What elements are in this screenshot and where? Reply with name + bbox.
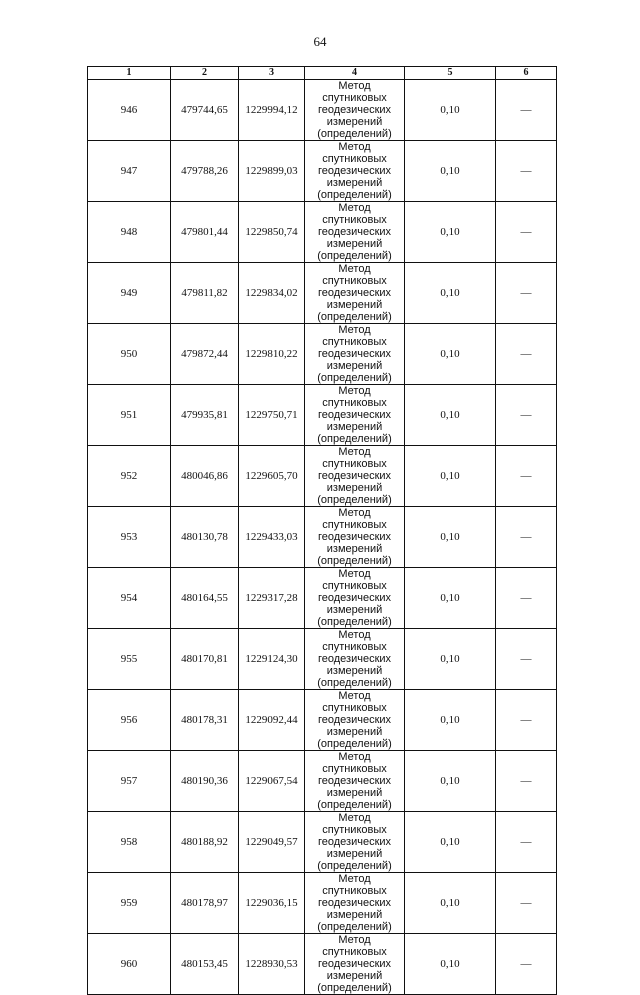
note-cell: — bbox=[496, 812, 557, 873]
column-header: 3 bbox=[239, 67, 305, 80]
method-line: Метод спутниковых bbox=[322, 751, 387, 775]
accuracy-cell: 0,10 bbox=[405, 446, 496, 507]
note-cell: — bbox=[496, 751, 557, 812]
note-cell: — bbox=[496, 568, 557, 629]
coordinates-table bbox=[87, 66, 557, 995]
note-cell: — bbox=[496, 263, 557, 324]
note-cell: — bbox=[496, 507, 557, 568]
method-line: геодезических bbox=[317, 897, 392, 909]
x-coordinate-cell: 479872,44 bbox=[171, 324, 239, 385]
table-row bbox=[88, 629, 557, 690]
method-cell bbox=[305, 629, 405, 690]
method-line: Метод спутниковых bbox=[322, 873, 387, 897]
method-cell bbox=[305, 568, 405, 629]
table-header-row bbox=[88, 67, 557, 80]
x-coordinate-cell: 479788,26 bbox=[171, 141, 239, 202]
table-row bbox=[88, 751, 557, 812]
method-line: геодезических bbox=[317, 226, 392, 238]
accuracy-cell: 0,10 bbox=[405, 324, 496, 385]
method-line: измерений bbox=[326, 238, 383, 250]
page-number: 64 bbox=[313, 34, 327, 49]
method-cell bbox=[305, 80, 405, 141]
point-number-cell: 953 bbox=[88, 507, 171, 568]
accuracy-cell: 0,10 bbox=[405, 873, 496, 934]
method-cell bbox=[305, 324, 405, 385]
method-line: геодезических bbox=[317, 836, 392, 848]
accuracy-cell: 0,10 bbox=[405, 751, 496, 812]
y-coordinate-cell: 1229317,28 bbox=[239, 568, 305, 629]
y-coordinate-cell: 1229834,02 bbox=[239, 263, 305, 324]
accuracy-cell: 0,10 bbox=[405, 141, 496, 202]
column-header: 6 bbox=[496, 67, 557, 80]
table-row bbox=[88, 141, 557, 202]
method-line: (определений) bbox=[317, 311, 392, 323]
table-body bbox=[88, 80, 557, 995]
y-coordinate-cell: 1229049,57 bbox=[239, 812, 305, 873]
method-line: Метод спутниковых bbox=[322, 202, 387, 226]
note-cell: — bbox=[496, 446, 557, 507]
method-line: Метод спутниковых bbox=[322, 812, 387, 836]
x-coordinate-cell: 480190,36 bbox=[171, 751, 239, 812]
method-cell bbox=[305, 263, 405, 324]
method-line: геодезических bbox=[317, 409, 392, 421]
method-line: измерений bbox=[326, 604, 383, 616]
table-row bbox=[88, 263, 557, 324]
method-line: (определений) bbox=[317, 494, 392, 506]
note-cell: — bbox=[496, 141, 557, 202]
y-coordinate-cell: 1229810,22 bbox=[239, 324, 305, 385]
method-line: (определений) bbox=[317, 982, 392, 994]
point-number-cell: 949 bbox=[88, 263, 171, 324]
method-line: геодезических bbox=[317, 348, 392, 360]
table-row bbox=[88, 446, 557, 507]
point-number-cell: 956 bbox=[88, 690, 171, 751]
accuracy-cell: 0,10 bbox=[405, 385, 496, 446]
method-line: (определений) bbox=[317, 738, 392, 750]
x-coordinate-cell: 479801,44 bbox=[171, 202, 239, 263]
method-line: (определений) bbox=[317, 372, 392, 384]
method-line: (определений) bbox=[317, 616, 392, 628]
accuracy-cell: 0,10 bbox=[405, 690, 496, 751]
x-coordinate-cell: 480046,86 bbox=[171, 446, 239, 507]
method-line: измерений bbox=[326, 726, 383, 738]
point-number-cell: 950 bbox=[88, 324, 171, 385]
method-line: геодезических bbox=[317, 775, 392, 787]
y-coordinate-cell: 1229605,70 bbox=[239, 446, 305, 507]
method-line: геодезических bbox=[317, 653, 392, 665]
note-cell: — bbox=[496, 80, 557, 141]
y-coordinate-cell: 1229899,03 bbox=[239, 141, 305, 202]
point-number-cell: 958 bbox=[88, 812, 171, 873]
accuracy-cell: 0,10 bbox=[405, 629, 496, 690]
table-row bbox=[88, 80, 557, 141]
method-cell bbox=[305, 202, 405, 263]
x-coordinate-cell: 479811,82 bbox=[171, 263, 239, 324]
method-line: измерений bbox=[326, 116, 383, 128]
y-coordinate-cell: 1229092,44 bbox=[239, 690, 305, 751]
note-cell: — bbox=[496, 629, 557, 690]
note-cell: — bbox=[496, 690, 557, 751]
method-line: Метод спутниковых bbox=[322, 141, 387, 165]
method-line: геодезических bbox=[317, 531, 392, 543]
method-line: геодезических bbox=[317, 714, 392, 726]
method-line: (определений) bbox=[317, 189, 392, 201]
method-line: (определений) bbox=[317, 555, 392, 567]
note-cell: — bbox=[496, 873, 557, 934]
method-line: Метод спутниковых bbox=[322, 324, 387, 348]
y-coordinate-cell: 1229850,74 bbox=[239, 202, 305, 263]
method-cell bbox=[305, 446, 405, 507]
accuracy-cell: 0,10 bbox=[405, 507, 496, 568]
x-coordinate-cell: 480170,81 bbox=[171, 629, 239, 690]
accuracy-cell: 0,10 bbox=[405, 80, 496, 141]
y-coordinate-cell: 1229036,15 bbox=[239, 873, 305, 934]
method-cell bbox=[305, 690, 405, 751]
table-row bbox=[88, 324, 557, 385]
note-cell: — bbox=[496, 934, 557, 995]
method-line: Метод спутниковых bbox=[322, 446, 387, 470]
point-number-cell: 947 bbox=[88, 141, 171, 202]
accuracy-cell: 0,10 bbox=[405, 934, 496, 995]
method-line: Метод спутниковых bbox=[322, 263, 387, 287]
method-line: измерений bbox=[326, 299, 383, 311]
y-coordinate-cell: 1229750,71 bbox=[239, 385, 305, 446]
x-coordinate-cell: 479744,65 bbox=[171, 80, 239, 141]
method-cell bbox=[305, 873, 405, 934]
method-cell bbox=[305, 507, 405, 568]
method-line: измерений bbox=[326, 970, 383, 982]
point-number-cell: 957 bbox=[88, 751, 171, 812]
method-line: измерений bbox=[326, 360, 383, 372]
accuracy-cell: 0,10 bbox=[405, 202, 496, 263]
method-line: геодезических bbox=[317, 104, 392, 116]
point-number-cell: 952 bbox=[88, 446, 171, 507]
x-coordinate-cell: 480130,78 bbox=[171, 507, 239, 568]
x-coordinate-cell: 480178,97 bbox=[171, 873, 239, 934]
method-line: Метод спутниковых bbox=[322, 507, 387, 531]
table-row bbox=[88, 690, 557, 751]
table-row bbox=[88, 812, 557, 873]
y-coordinate-cell: 1229124,30 bbox=[239, 629, 305, 690]
method-line: Метод спутниковых bbox=[322, 690, 387, 714]
note-cell: — bbox=[496, 385, 557, 446]
method-line: (определений) bbox=[317, 860, 392, 872]
method-line: геодезических bbox=[317, 165, 392, 177]
method-cell bbox=[305, 141, 405, 202]
y-coordinate-cell: 1229433,03 bbox=[239, 507, 305, 568]
y-coordinate-cell: 1229994,12 bbox=[239, 80, 305, 141]
method-line: (определений) bbox=[317, 921, 392, 933]
method-line: измерений bbox=[326, 421, 383, 433]
point-number-cell: 946 bbox=[88, 80, 171, 141]
point-number-cell: 951 bbox=[88, 385, 171, 446]
table-row bbox=[88, 934, 557, 995]
method-line: геодезических bbox=[317, 958, 392, 970]
point-number-cell: 948 bbox=[88, 202, 171, 263]
method-line: (определений) bbox=[317, 128, 392, 140]
point-number-cell: 959 bbox=[88, 873, 171, 934]
method-cell bbox=[305, 751, 405, 812]
method-line: измерений bbox=[326, 177, 383, 189]
y-coordinate-cell: 1229067,54 bbox=[239, 751, 305, 812]
accuracy-cell: 0,10 bbox=[405, 568, 496, 629]
method-line: измерений bbox=[326, 787, 383, 799]
x-coordinate-cell: 480153,45 bbox=[171, 934, 239, 995]
note-cell: — bbox=[496, 202, 557, 263]
method-line: геодезических bbox=[317, 287, 392, 299]
method-line: (определений) bbox=[317, 433, 392, 445]
point-number-cell: 954 bbox=[88, 568, 171, 629]
method-line: Метод спутниковых bbox=[322, 629, 387, 653]
x-coordinate-cell: 480188,92 bbox=[171, 812, 239, 873]
method-line: измерений bbox=[326, 848, 383, 860]
column-header: 1 bbox=[88, 67, 171, 80]
y-coordinate-cell: 1228930,53 bbox=[239, 934, 305, 995]
method-cell bbox=[305, 812, 405, 873]
x-coordinate-cell: 480164,55 bbox=[171, 568, 239, 629]
method-line: Метод спутниковых bbox=[322, 934, 387, 958]
table-row bbox=[88, 202, 557, 263]
x-coordinate-cell: 479935,81 bbox=[171, 385, 239, 446]
table-row bbox=[88, 873, 557, 934]
method-line: (определений) bbox=[317, 250, 392, 262]
method-line: измерений bbox=[326, 665, 383, 677]
method-line: геодезических bbox=[317, 470, 392, 482]
method-line: измерений bbox=[326, 909, 383, 921]
point-number-cell: 955 bbox=[88, 629, 171, 690]
accuracy-cell: 0,10 bbox=[405, 263, 496, 324]
table-row bbox=[88, 568, 557, 629]
method-line: измерений bbox=[326, 543, 383, 555]
method-line: (определений) bbox=[317, 677, 392, 689]
column-header: 2 bbox=[171, 67, 239, 80]
table-row bbox=[88, 507, 557, 568]
method-cell bbox=[305, 385, 405, 446]
x-coordinate-cell: 480178,31 bbox=[171, 690, 239, 751]
method-line: Метод спутниковых bbox=[322, 568, 387, 592]
method-line: Метод спутниковых bbox=[322, 385, 387, 409]
column-header: 4 bbox=[305, 67, 405, 80]
method-line: (определений) bbox=[317, 799, 392, 811]
column-header: 5 bbox=[405, 67, 496, 80]
accuracy-cell: 0,10 bbox=[405, 812, 496, 873]
table-row bbox=[88, 385, 557, 446]
method-line: геодезических bbox=[317, 592, 392, 604]
point-number-cell: 960 bbox=[88, 934, 171, 995]
method-line: измерений bbox=[326, 482, 383, 494]
method-cell bbox=[305, 934, 405, 995]
method-line: Метод спутниковых bbox=[322, 80, 387, 104]
note-cell: — bbox=[496, 324, 557, 385]
